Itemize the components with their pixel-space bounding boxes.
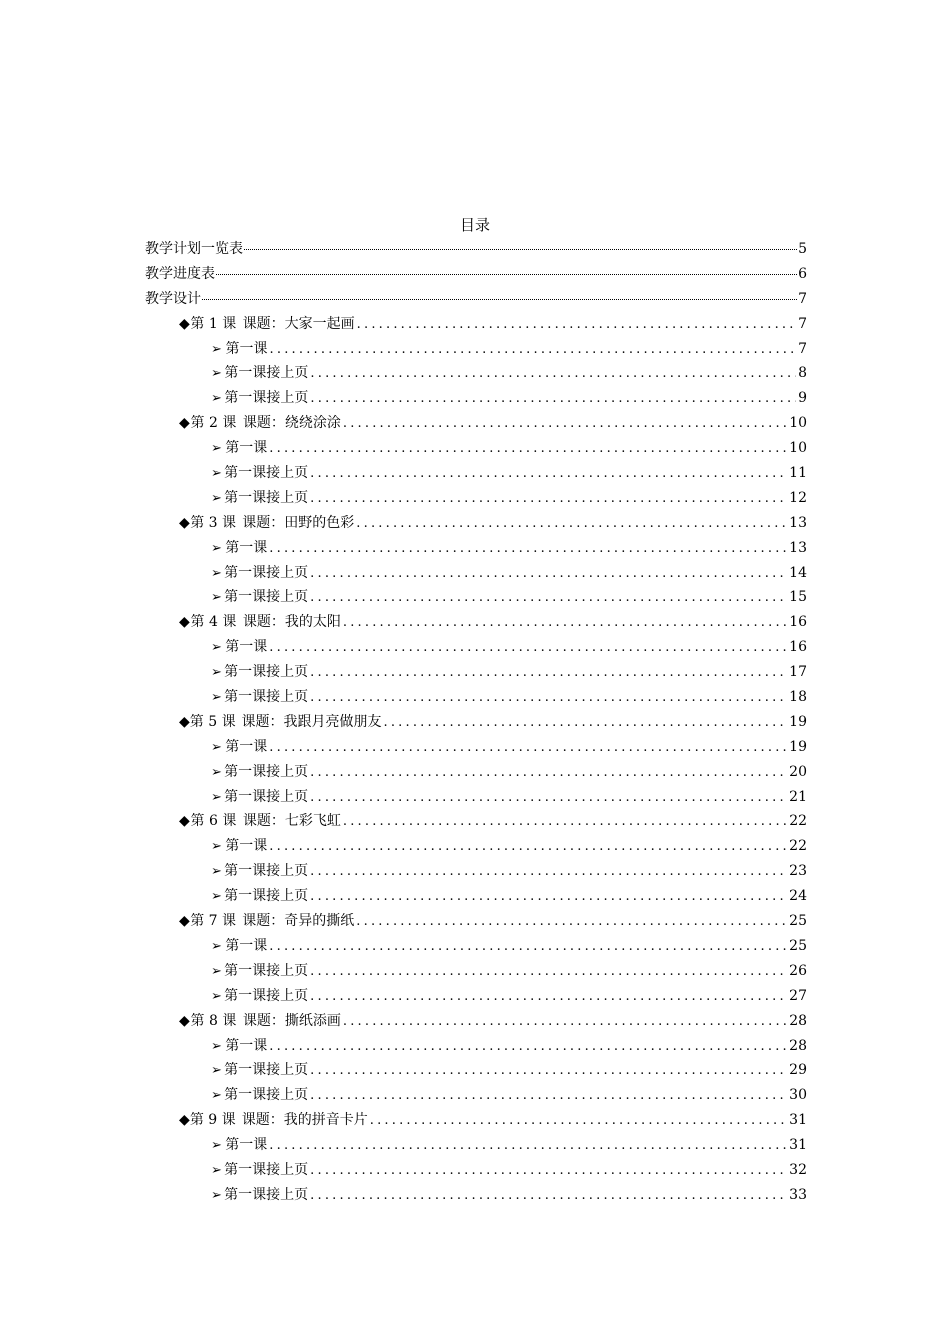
toc-entry-label: 教学计划一览表 — [145, 241, 243, 257]
arrow-bullet-icon: ➢ — [211, 1038, 222, 1054]
dot-leader — [310, 466, 787, 481]
dot-leader — [269, 640, 787, 655]
dot-leader — [269, 541, 787, 556]
dot-leader — [310, 964, 787, 979]
arrow-bullet-icon: ➢ — [211, 565, 222, 581]
lesson-number: 第 5 课 — [189, 713, 236, 730]
toc-page-number: 10 — [789, 415, 808, 432]
lesson-number: 第 7 课 — [190, 913, 236, 930]
sub-entry-label: 第一课 — [225, 340, 268, 357]
toc-entry-label: 教学设计 — [145, 290, 201, 307]
toc-page-number: 25 — [789, 913, 807, 930]
toc-page-number: 22 — [789, 838, 807, 855]
sub-entry-label: 第一课接上页 — [224, 1186, 309, 1203]
lesson-topic: 课题：绕绕涂涂 — [242, 415, 341, 432]
dot-leader — [202, 299, 797, 300]
toc-sub-entry[interactable] — [145, 736, 807, 761]
sub-entry-label: 第一课接上页 — [224, 1161, 309, 1178]
lesson-number: 第 4 课 — [190, 614, 237, 631]
arrow-bullet-icon: ➢ — [211, 864, 222, 880]
table-of-contents — [145, 238, 807, 1209]
toc-page-number: 16 — [789, 639, 807, 656]
toc-page-number: 5 — [798, 241, 807, 257]
lesson-number: 第 6 课 — [190, 813, 237, 830]
toc-sub-entry[interactable] — [145, 985, 807, 1010]
arrow-bullet-icon: ➢ — [211, 789, 222, 805]
arrow-bullet-icon: ➢ — [211, 739, 222, 755]
sub-entry-label: 第一课 — [225, 738, 268, 755]
toc-page-number: 24 — [789, 888, 807, 905]
toc-sub-entry[interactable] — [145, 387, 807, 412]
arrow-bullet-icon: ➢ — [211, 690, 222, 706]
arrow-bullet-icon: ➢ — [211, 1138, 222, 1154]
toc-sub-entry[interactable] — [145, 761, 807, 786]
lesson-number: 第 9 课 — [189, 1112, 236, 1129]
lesson-number: 第 8 课 — [190, 1012, 237, 1029]
dot-leader — [343, 416, 787, 431]
toc-lesson-entry[interactable] — [145, 512, 807, 537]
toc-lesson-entry[interactable] — [145, 611, 807, 636]
dot-leader — [310, 765, 787, 780]
dot-leader — [269, 1138, 787, 1153]
lesson-topic: 课题：撕纸添画 — [242, 1012, 341, 1029]
lesson-topic: 课题：我的太阳 — [242, 614, 341, 631]
dot-leader — [310, 665, 787, 680]
diamond-bullet-icon: ◆ — [179, 713, 190, 730]
dot-leader — [310, 590, 787, 605]
lesson-topic: 课题：田野的色彩 — [242, 514, 355, 531]
sub-entry-label: 第一课接上页 — [224, 365, 309, 382]
toc-sub-entry[interactable] — [145, 487, 807, 512]
toc-page-number: 26 — [789, 962, 807, 979]
toc-page-number: 25 — [789, 937, 807, 954]
arrow-bullet-icon: ➢ — [211, 1063, 222, 1079]
dot-leader — [269, 839, 787, 854]
toc-page-number: 7 — [798, 290, 807, 307]
diamond-bullet-icon: ◆ — [179, 813, 190, 830]
dot-leader — [269, 939, 787, 954]
toc-sub-entry[interactable] — [145, 686, 807, 711]
arrow-bullet-icon: ➢ — [211, 1187, 222, 1203]
toc-page-number: 33 — [789, 1186, 807, 1203]
sub-entry-label: 第一课 — [225, 1137, 268, 1154]
toc-sub-entry[interactable] — [145, 835, 807, 860]
dot-leader — [310, 1163, 787, 1178]
sub-entry-label: 第一课接上页 — [224, 888, 309, 905]
toc-sub-entry[interactable] — [145, 1184, 807, 1209]
toc-sub-entry[interactable] — [145, 786, 807, 811]
toc-page-number: 31 — [789, 1112, 807, 1129]
dot-leader — [310, 566, 787, 581]
toc-page-number: 11 — [789, 465, 807, 482]
dot-leader — [310, 864, 787, 879]
arrow-bullet-icon: ➢ — [211, 366, 222, 382]
toc-lesson-entry[interactable] — [145, 313, 807, 338]
toc-sub-entry[interactable] — [145, 338, 807, 363]
dot-leader — [270, 342, 797, 357]
toc-page-number: 32 — [789, 1161, 807, 1178]
dot-leader — [343, 814, 787, 829]
arrow-bullet-icon: ➢ — [211, 590, 222, 606]
sub-entry-label: 第一课接上页 — [224, 788, 309, 805]
arrow-bullet-icon: ➢ — [211, 540, 222, 556]
dot-leader — [310, 889, 787, 904]
dot-leader — [356, 914, 787, 929]
dot-leader — [269, 441, 787, 456]
toc-sub-entry[interactable] — [145, 1084, 807, 1109]
toc-sub-entry[interactable] — [145, 960, 807, 985]
toc-page-number: 28 — [789, 1012, 808, 1029]
sub-entry-label: 第一课 — [225, 639, 268, 656]
toc-sub-entry[interactable] — [145, 562, 807, 587]
lesson-topic: 课题：七彩飞虹 — [242, 813, 341, 830]
toc-page-number: 28 — [789, 1037, 807, 1054]
toc-sub-entry[interactable] — [145, 1159, 807, 1184]
sub-entry-label: 第一课接上页 — [224, 763, 309, 780]
toc-title: 目录 — [459, 216, 490, 234]
sub-entry-label: 第一课接上页 — [224, 689, 309, 706]
toc-page-number: 8 — [798, 365, 807, 382]
lesson-number: 第 2 课 — [190, 415, 237, 432]
sub-entry-label: 第一课接上页 — [224, 489, 309, 506]
toc-entry[interactable] — [145, 288, 807, 313]
toc-page-number: 7 — [798, 315, 807, 332]
toc-page-number: 17 — [789, 664, 807, 681]
toc-lesson-entry[interactable] — [145, 910, 807, 935]
toc-page-number: 15 — [789, 589, 807, 606]
toc-lesson-entry[interactable] — [145, 1109, 807, 1134]
lesson-topic: 课题：我的拼音卡片 — [241, 1112, 368, 1129]
dot-leader — [310, 491, 787, 506]
toc-sub-entry[interactable] — [145, 935, 807, 960]
diamond-bullet-icon: ◆ — [179, 514, 190, 531]
toc-page-number: 29 — [789, 1062, 807, 1079]
toc-lesson-entry[interactable] — [145, 1010, 807, 1035]
dot-leader — [244, 249, 797, 250]
lesson-number: 第 3 课 — [190, 514, 236, 531]
toc-page-number: 7 — [798, 340, 807, 357]
dot-leader — [384, 715, 788, 730]
sub-entry-label: 第一课 — [225, 937, 268, 954]
dot-leader — [357, 317, 796, 332]
sub-entry-label: 第一课接上页 — [224, 1062, 309, 1079]
toc-lesson-entry[interactable] — [145, 810, 807, 835]
arrow-bullet-icon: ➢ — [211, 466, 222, 482]
sub-entry-label: 第一课 — [225, 440, 268, 457]
sub-entry-label: 第一课接上页 — [224, 390, 309, 407]
dot-leader — [269, 1039, 787, 1054]
toc-page-number: 6 — [798, 265, 807, 282]
lesson-topic: 课题：奇异的撕纸 — [242, 913, 355, 930]
toc-page-number: 21 — [789, 788, 807, 805]
diamond-bullet-icon: ◆ — [179, 415, 190, 432]
dot-leader — [216, 274, 797, 275]
toc-sub-entry[interactable] — [145, 1035, 807, 1060]
arrow-bullet-icon: ➢ — [211, 490, 222, 506]
dot-leader — [310, 1063, 787, 1078]
sub-entry-label: 第一课接上页 — [224, 664, 309, 681]
diamond-bullet-icon: ◆ — [179, 315, 190, 332]
toc-sub-entry[interactable] — [145, 885, 807, 910]
arrow-bullet-icon: ➢ — [211, 839, 222, 855]
sub-entry-label: 第一课接上页 — [224, 564, 309, 581]
dot-leader — [370, 1113, 787, 1128]
lesson-topic: 课题：大家一起画 — [242, 315, 355, 332]
diamond-bullet-icon: ◆ — [179, 614, 190, 631]
toc-page-number: 10 — [789, 440, 807, 457]
arrow-bullet-icon: ➢ — [211, 441, 222, 457]
toc-page-number: 18 — [789, 689, 807, 706]
arrow-bullet-icon: ➢ — [211, 1162, 222, 1178]
dot-leader — [310, 989, 787, 1004]
dot-leader — [310, 391, 796, 406]
sub-entry-label: 第一课接上页 — [224, 863, 309, 880]
dot-leader — [343, 615, 787, 630]
toc-page-number: 19 — [789, 738, 807, 755]
arrow-bullet-icon: ➢ — [211, 764, 222, 780]
toc-sub-entry[interactable] — [145, 1134, 807, 1159]
toc-sub-entry[interactable] — [145, 636, 807, 661]
toc-sub-entry[interactable] — [145, 661, 807, 686]
toc-page-number: 27 — [789, 987, 807, 1004]
arrow-bullet-icon: ➢ — [211, 938, 222, 954]
toc-sub-entry[interactable] — [145, 537, 807, 562]
sub-entry-label: 第一课接上页 — [224, 962, 309, 979]
dot-leader — [269, 740, 787, 755]
dot-leader — [310, 1088, 787, 1103]
arrow-bullet-icon: ➢ — [211, 963, 222, 979]
lesson-topic: 课题：我跟月亮做朋友 — [241, 713, 382, 730]
toc-sub-entry[interactable] — [145, 462, 807, 487]
toc-sub-entry[interactable] — [145, 586, 807, 611]
toc-page-number: 13 — [789, 539, 807, 556]
arrow-bullet-icon: ➢ — [211, 1088, 222, 1104]
diamond-bullet-icon: ◆ — [179, 1112, 190, 1129]
sub-entry-label: 第一课接上页 — [224, 589, 309, 606]
dot-leader — [310, 366, 796, 381]
sub-entry-label: 第一课接上页 — [224, 987, 309, 1004]
arrow-bullet-icon: ➢ — [211, 889, 222, 905]
sub-entry-label: 第一课接上页 — [224, 1087, 309, 1104]
arrow-bullet-icon: ➢ — [211, 665, 222, 681]
toc-entry[interactable] — [145, 263, 807, 288]
sub-entry-label: 第一课 — [225, 539, 268, 556]
toc-lesson-entry[interactable] — [145, 711, 807, 736]
toc-page-number: 13 — [789, 514, 807, 531]
toc-sub-entry[interactable] — [145, 362, 807, 387]
toc-page-number: 30 — [789, 1087, 807, 1104]
toc-sub-entry[interactable] — [145, 437, 807, 462]
toc-page-number: 19 — [789, 713, 807, 730]
toc-page-number: 9 — [798, 390, 807, 407]
toc-page-number: 14 — [789, 564, 807, 581]
toc-lesson-entry[interactable] — [145, 412, 807, 437]
sub-entry-label: 第一课接上页 — [224, 465, 309, 482]
dot-leader — [310, 690, 787, 705]
toc-sub-entry[interactable] — [145, 1059, 807, 1084]
diamond-bullet-icon: ◆ — [179, 913, 190, 930]
toc-entry[interactable] — [145, 238, 807, 263]
dot-leader — [356, 516, 787, 531]
diamond-bullet-icon: ◆ — [179, 1012, 190, 1029]
toc-page-number: 20 — [789, 763, 807, 780]
lesson-number: 第 1 课 — [190, 315, 237, 332]
arrow-bullet-icon: ➢ — [211, 988, 222, 1004]
toc-page-number: 12 — [789, 489, 807, 506]
arrow-bullet-icon: ➢ — [211, 391, 222, 407]
toc-page-number: 31 — [789, 1137, 807, 1154]
arrow-bullet-icon: ➢ — [211, 341, 222, 357]
toc-page-number: 22 — [789, 813, 808, 830]
dot-leader — [343, 1014, 787, 1029]
dot-leader — [310, 1188, 787, 1203]
sub-entry-label: 第一课 — [225, 838, 268, 855]
arrow-bullet-icon: ➢ — [211, 640, 222, 656]
sub-entry-label: 第一课 — [225, 1037, 268, 1054]
toc-sub-entry[interactable] — [145, 860, 807, 885]
toc-entry-label: 教学进度表 — [145, 265, 215, 282]
toc-page-number: 16 — [789, 614, 808, 631]
toc-page-number: 23 — [789, 863, 807, 880]
dot-leader — [310, 790, 787, 805]
